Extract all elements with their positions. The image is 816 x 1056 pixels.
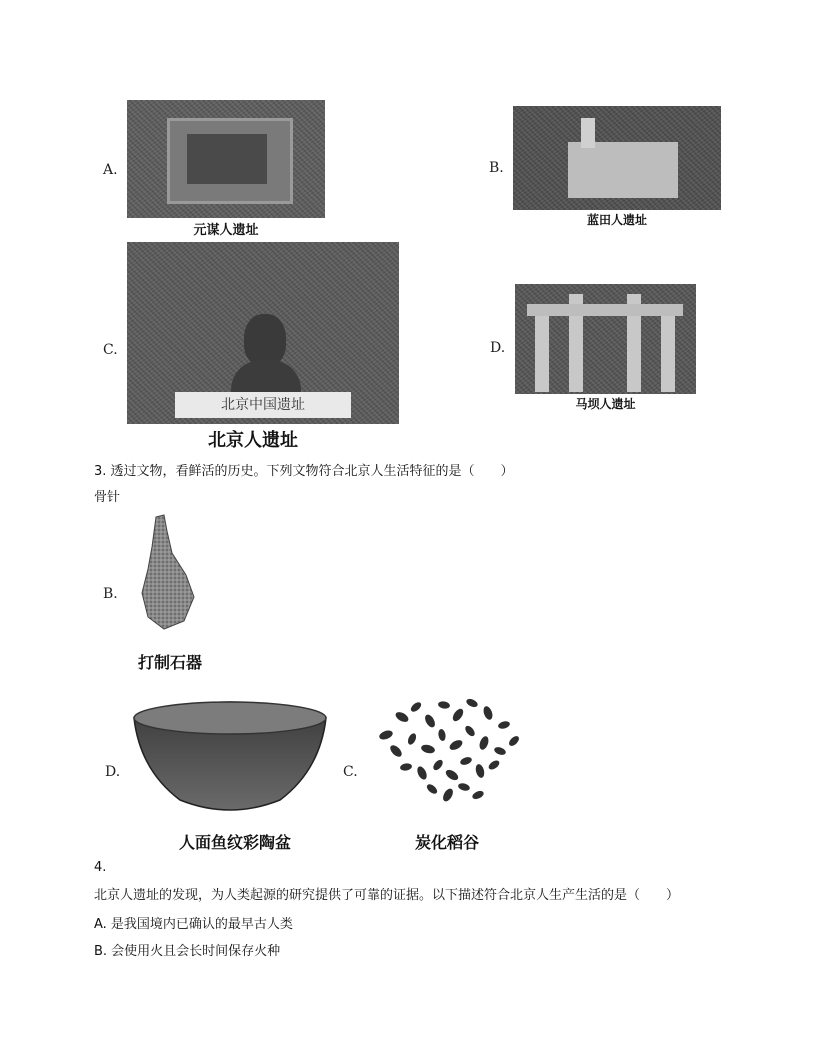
lantian-caption: 蓝田人遗址	[586, 213, 647, 227]
option-b-letter: B.	[489, 160, 504, 176]
carbonized-rice-caption: 炭化稻谷	[414, 833, 479, 852]
maba-caption: 马坝人遗址	[575, 397, 636, 411]
stone-tool-image	[134, 513, 204, 631]
question-3-option-a-text: 骨针	[94, 490, 121, 505]
question-4-text: 北京人遗址的发现，为人类起源的研究提供了可靠的证据。以下描述符合北京人生产生活的是（ ）	[94, 888, 680, 903]
question-3-text: 3. 透过文物，看鲜活的历史。下列文物符合北京人生活特征的是（ ）	[94, 464, 514, 479]
option-d-letter: D.	[490, 340, 506, 356]
pottery-basin-image	[130, 690, 330, 820]
yuanmou-site-photo	[127, 100, 325, 218]
lantian-site-photo	[513, 106, 721, 210]
question-4-number: 4.	[94, 860, 107, 875]
yuanmou-caption: 元谋人遗址	[193, 223, 259, 238]
pottery-basin-caption: 人面鱼纹彩陶盆	[178, 833, 291, 852]
peking-man-caption: 北京人遗址	[208, 430, 298, 451]
peking-man-statue-head	[244, 314, 286, 366]
option-a-letter: A.	[103, 162, 118, 178]
peking-man-sign: 北京中国遗址	[175, 392, 351, 418]
option-c-letter: C.	[103, 342, 118, 358]
question-4-option-b: B. 会使用火且会长时间保存火种	[94, 944, 281, 959]
question-4-option-a: A. 是我国境内已确认的最早古人类	[94, 917, 293, 932]
peking-man-statue-body	[231, 360, 301, 392]
q3-option-c-letter: C.	[343, 764, 358, 780]
stone-tool-caption: 打制石器	[137, 653, 202, 672]
q3-option-b-letter: B.	[103, 586, 118, 602]
peking-man-site-photo	[127, 242, 399, 424]
q3-option-d-letter: D.	[105, 764, 121, 780]
carbonized-rice-image	[372, 695, 524, 807]
maba-site-photo	[515, 284, 696, 394]
